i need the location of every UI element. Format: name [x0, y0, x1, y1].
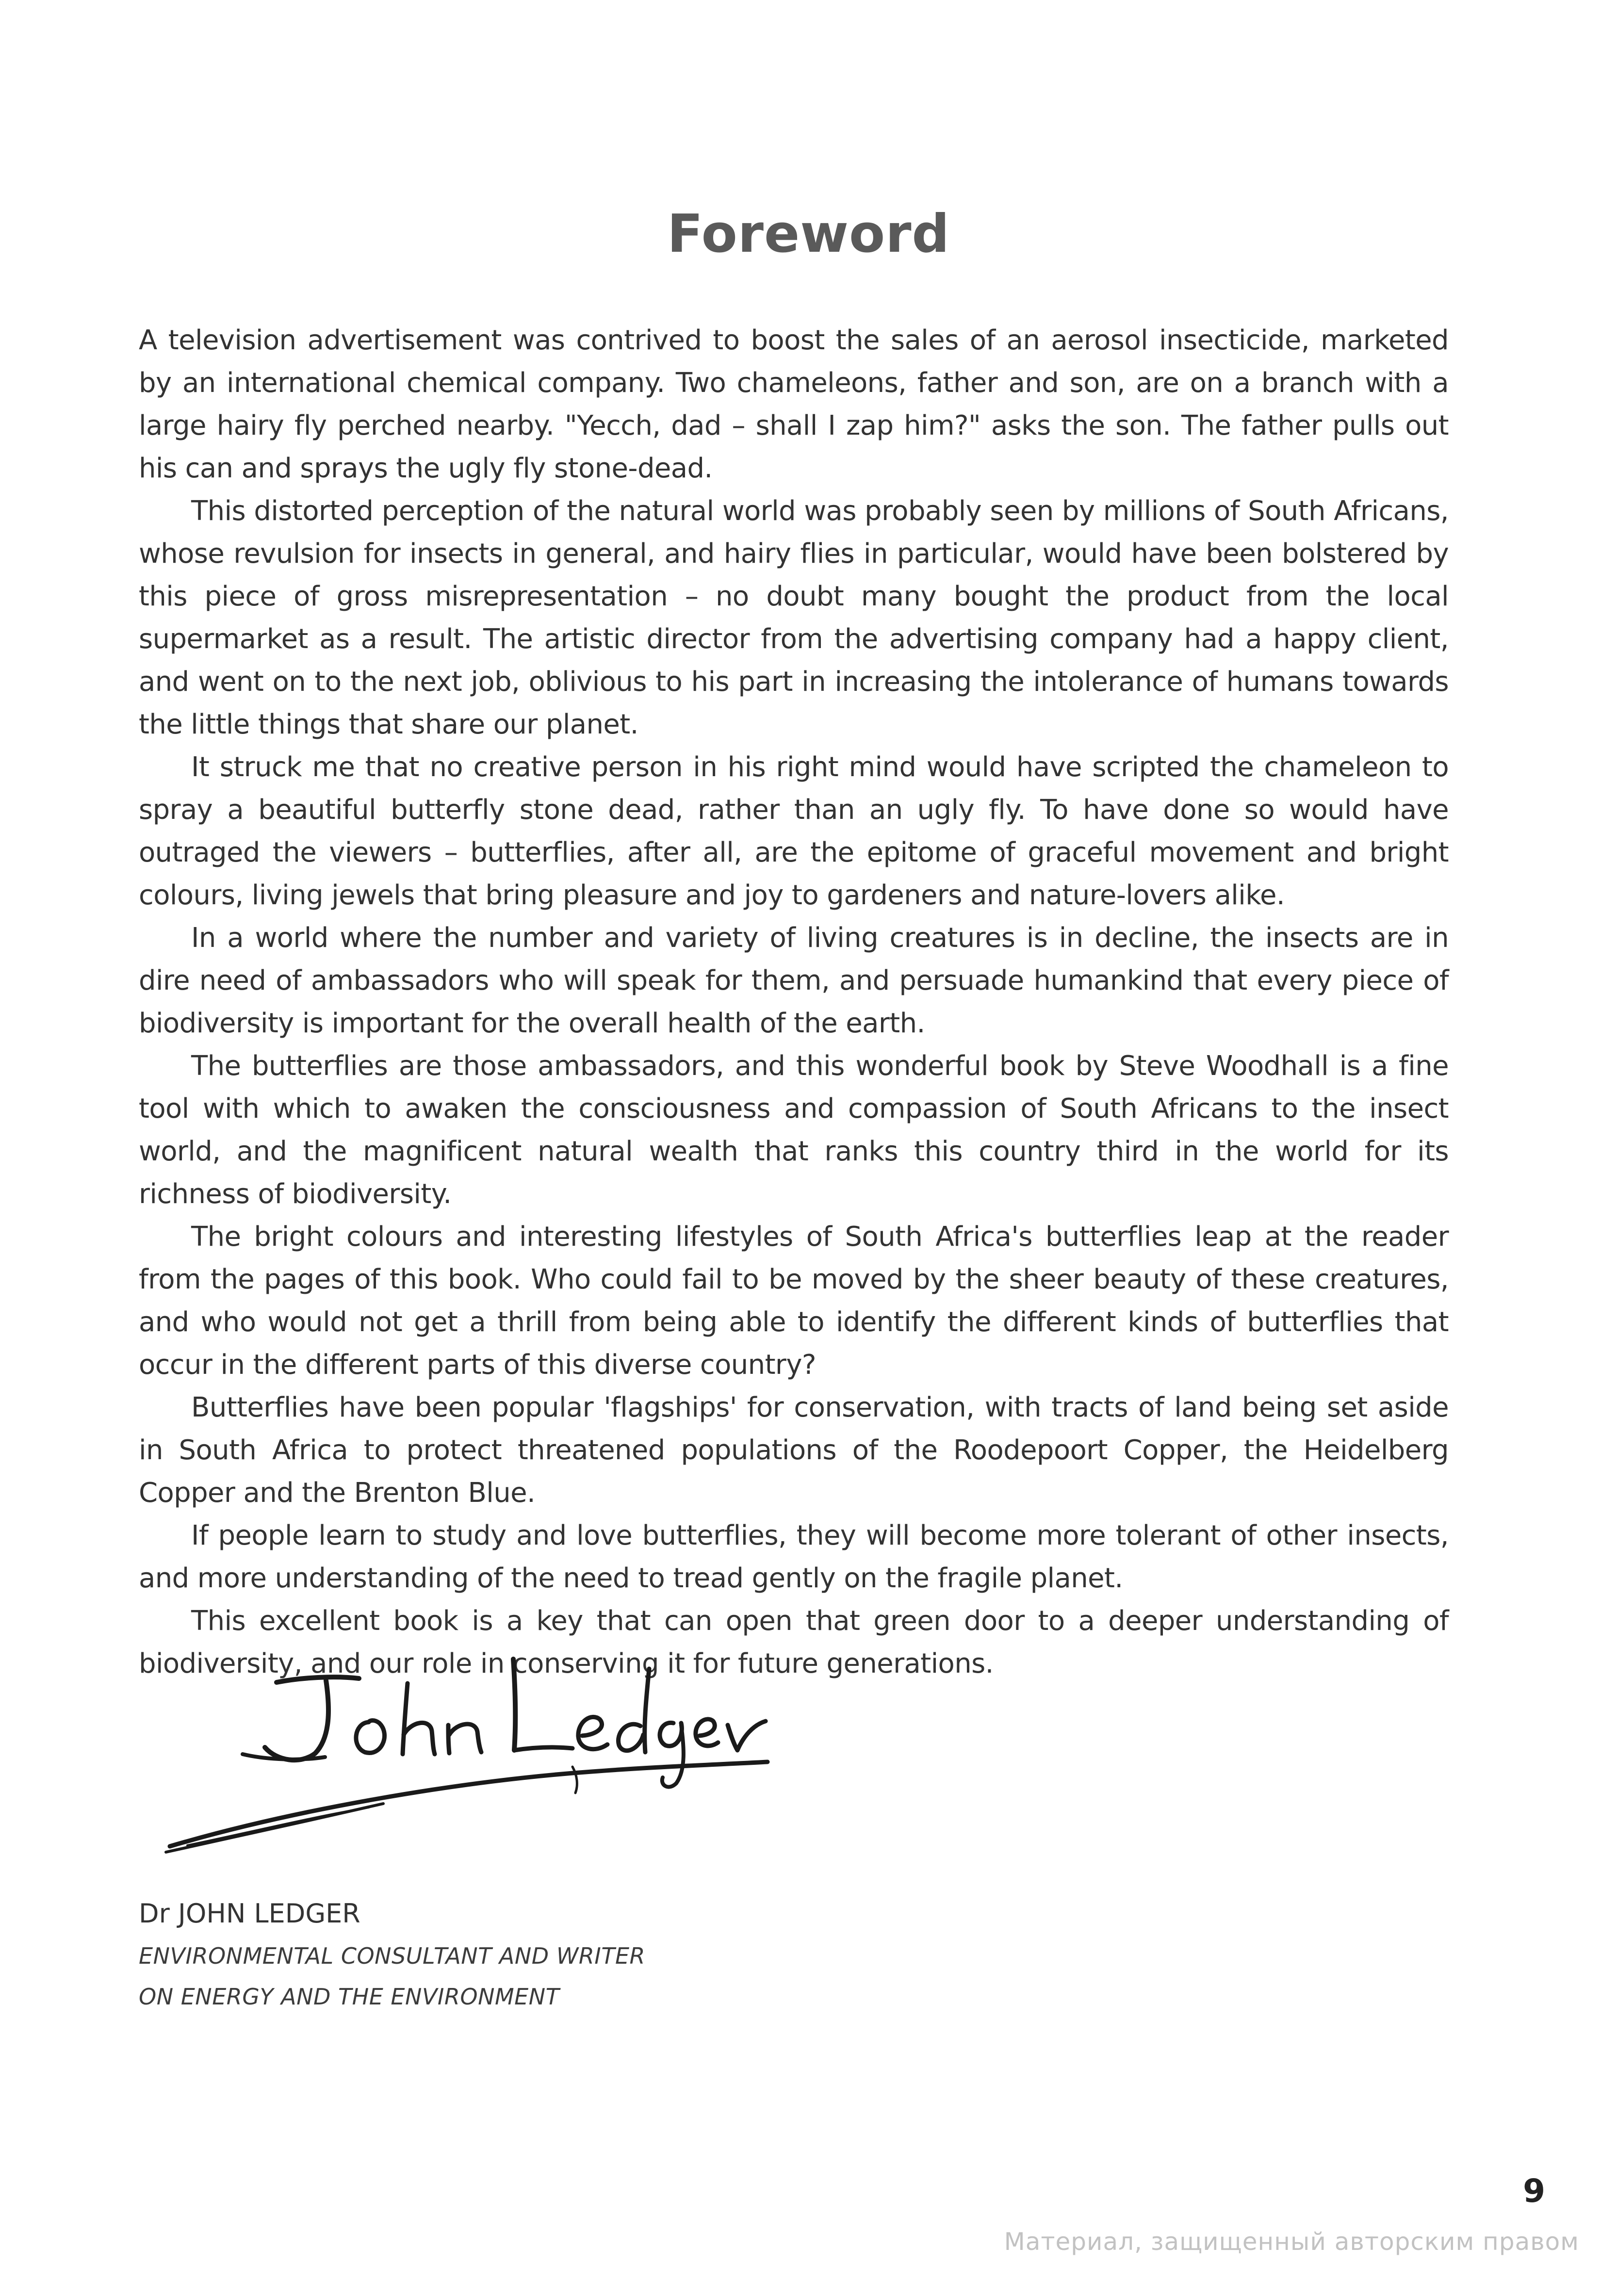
paragraph-7: Butterflies have been popular 'flagships' for conservation, with tracts of land being set aside in South Africa to protect threatened populations of the Roodepoort Copper, the Heidelberg Copper and the Brenton Blue. — [139, 1392, 1449, 1509]
paragraph-5: The butterflies are those ambassadors, and this wonderful book by Steve Woodhall is a fine tool with which to awaken the consciousness and compassion of South Africans to the insect world, and the magnificent natural wealth that ranks this country third in the world for its richness of biodiversity. — [139, 1050, 1449, 1210]
paragraph-8: If people learn to study and love butterflies, they will become more tolerant of other insects, and more understanding of the need to tread gently on the fragile planet. — [139, 1520, 1449, 1594]
author-role-line-2: ON ENERGY AND THE ENVIRONMENT — [139, 1984, 560, 2010]
page-number: 9 — [1523, 2172, 1545, 2210]
page-title: Foreword — [667, 204, 950, 264]
paragraph-6: The bright colours and interesting lifestyles of South Africa's butterflies leap at the reader from the pages of this book. Who could fail to be moved by the sheer beauty of these creatures, and who would not get a thrill from being able to identify the different kinds of butterflies that occur in the different parts of this diverse country? — [139, 1221, 1449, 1381]
copyright-watermark: Материал, защищенный авторским правом — [1004, 2228, 1579, 2256]
paragraph-9: This excellent book is a key that can open that green door to a deeper understanding of biodiversity, and our role in conserving it for future generations. — [139, 1605, 1449, 1679]
signature-block — [139, 1892, 645, 2017]
paragraph-4: In a world where the number and variety of living creatures is in decline, the insects are in dire need of ambassadors who will speak for them, and persuade humankind that every piece of biodiversity is important for the overall health of the earth. — [139, 922, 1449, 1039]
paragraph-3: It struck me that no creative person in his right mind would have scripted the chameleon to spray a beautiful butterfly stone dead, rather than an ugly fly. To have done so would have outraged the viewers – butterflies, after all, are the epitome of graceful movement and bright colours, living jewels that bring pleasure and joy to gardeners and nature-lovers alike. — [139, 751, 1449, 911]
author-name: Dr JOHN LEDGER — [139, 1898, 360, 1929]
paragraph-1: A television advertisement was contrived to boost the sales of an aerosol insecticide, marketed by an international chemical company. Two chameleons, father and son, are on a branch with a large hairy fly perched nearby. "Yecch, dad – shall I zap him?" asks the son. The father pulls out his can and sprays the ugly fly stone-dead. — [139, 325, 1449, 484]
author-role-line-1: ENVIRONMENTAL CONSULTANT AND WRITER — [139, 1943, 645, 1969]
paragraph-2: This distorted perception of the natural world was probably seen by millions of South Africans, whose revulsion for insects in general, and hairy flies in particular, would have been bolstered by this piece of gross misrepresentation – no doubt many bought the product from the local supermarket as a result. The artistic director from the advertising company had a happy client, and went on to the next job, oblivious to his part in increasing the intolerance of humans towards the little things that share our planet. — [139, 495, 1449, 740]
handwritten-signature — [155, 1640, 796, 1892]
foreword-body — [139, 319, 1449, 1685]
